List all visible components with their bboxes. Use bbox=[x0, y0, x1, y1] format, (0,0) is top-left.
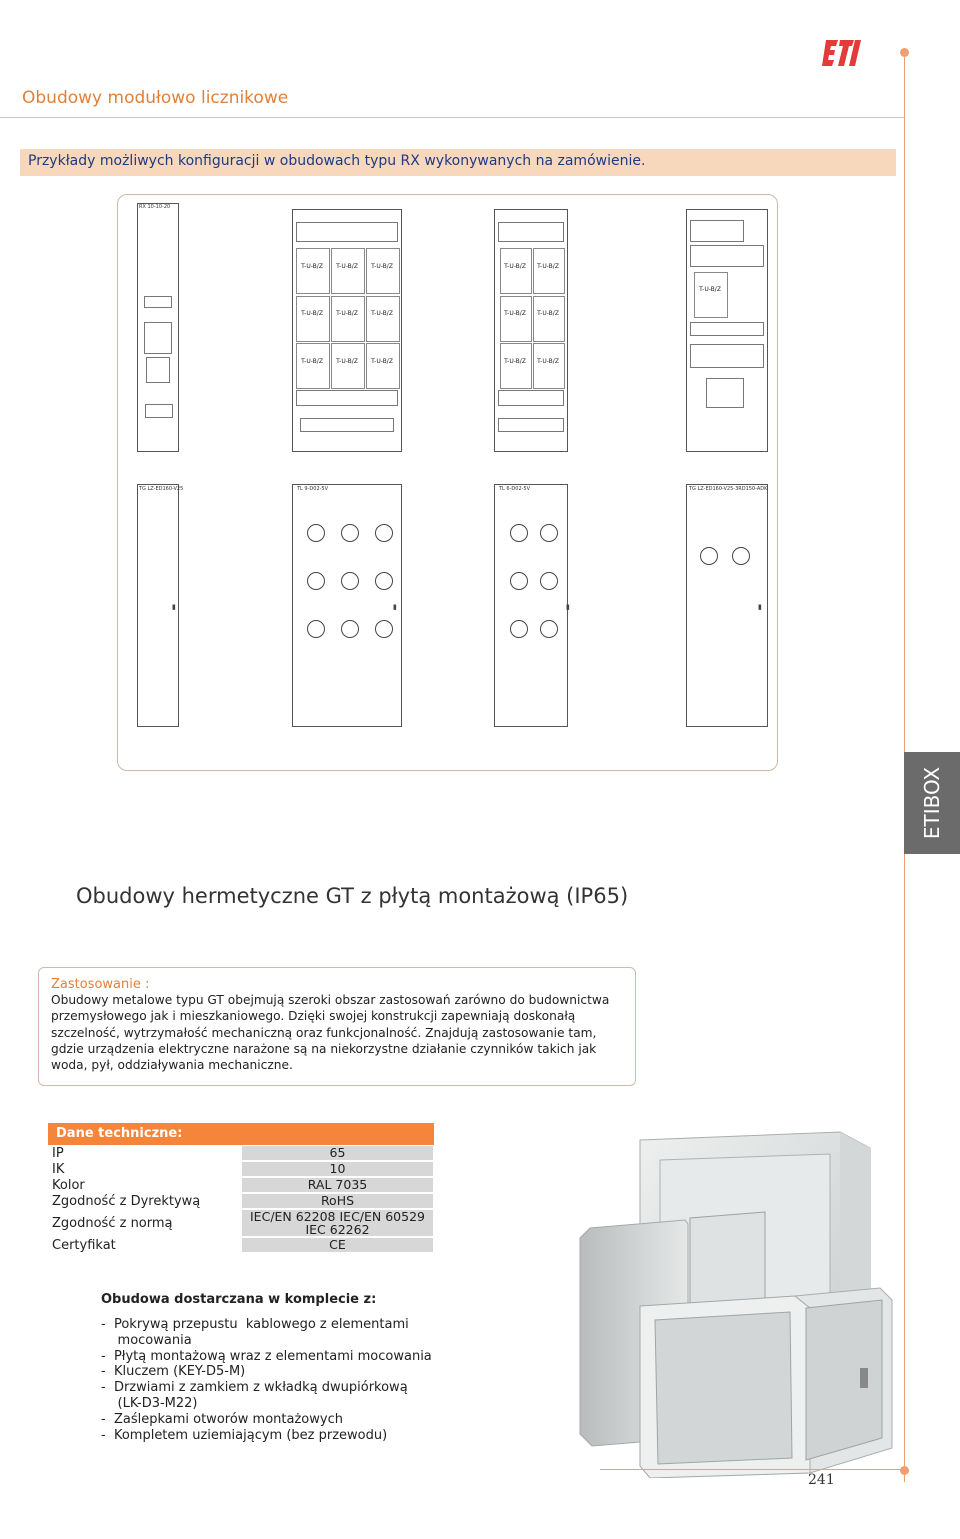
list-item: - Kluczem (KEY-D5-M) bbox=[101, 1364, 246, 1380]
meter-window bbox=[375, 524, 393, 542]
meter-label: T-U-B/Z bbox=[537, 358, 559, 365]
tech-row-label: IK bbox=[52, 1162, 65, 1177]
subtitle: Przykłady możliwych konfiguracji w obudowach typu RX wykonywanych na zamówienie. bbox=[28, 153, 646, 169]
meter-slot bbox=[366, 343, 400, 389]
tech-row-value: IEC 62262 bbox=[305, 1222, 370, 1237]
meter-window bbox=[375, 620, 393, 638]
breaker-row bbox=[296, 390, 398, 406]
meter-label: T-U-B/Z bbox=[537, 310, 559, 317]
application-label: Zastosowanie : bbox=[51, 977, 150, 992]
meter-slot bbox=[296, 343, 330, 389]
meter-window bbox=[375, 572, 393, 590]
meter-window bbox=[510, 524, 528, 542]
cabinet-2-door bbox=[292, 484, 402, 727]
meter-label: T-U-B/Z bbox=[504, 310, 526, 317]
meter-label: T-U-B/Z bbox=[336, 263, 358, 270]
accent-dot bbox=[900, 48, 909, 57]
meter-window bbox=[540, 572, 558, 590]
door-label: TL 6-D02-5V bbox=[499, 486, 531, 492]
application-line: przemysłowego jak i mieszkaniowego. Dzięki swojej konstrukcji zapewniają doskonałą bbox=[51, 1009, 576, 1024]
meter-label: T-U-B/Z bbox=[336, 358, 358, 365]
meter-slot bbox=[500, 296, 532, 342]
meter-slot bbox=[500, 248, 532, 294]
lock-icon: ▮ bbox=[758, 603, 762, 611]
meter-slot bbox=[500, 343, 532, 389]
tech-row-value: IEC/EN 62208 IEC/EN 60529 bbox=[250, 1209, 425, 1224]
breaker-row bbox=[498, 390, 564, 406]
section-title: Obudowy modułowo licznikowe bbox=[22, 88, 289, 108]
meter-label: T-U-B/Z bbox=[504, 358, 526, 365]
page-footer-line bbox=[600, 1469, 904, 1470]
meter-window bbox=[341, 572, 359, 590]
meter-window bbox=[341, 620, 359, 638]
module-block bbox=[706, 378, 744, 408]
cabinet-drawing-panel bbox=[117, 194, 778, 771]
lock-icon: ▮ bbox=[172, 603, 176, 611]
meter-window bbox=[307, 572, 325, 590]
list-item: mocowania bbox=[101, 1332, 192, 1348]
door-label: TG LZ-ED160-V25 bbox=[139, 486, 184, 492]
door-label: TL 9-D02-5V bbox=[297, 486, 329, 492]
meter-label: T-U-B/Z bbox=[537, 263, 559, 270]
module-block bbox=[690, 344, 764, 368]
tech-table-title: Dane techniczne: bbox=[56, 1126, 183, 1141]
meter-window bbox=[540, 524, 558, 542]
meter-label: T-U-B/Z bbox=[301, 263, 323, 270]
door-label: TG LZ-ED160-V25-3RD150-ADK bbox=[689, 486, 768, 492]
tech-row-value: 10 bbox=[242, 1162, 433, 1176]
meter-slot bbox=[533, 343, 565, 389]
list-item: (LK-D3-M22) bbox=[101, 1395, 198, 1411]
meter-slot bbox=[533, 296, 565, 342]
module-block bbox=[146, 357, 170, 383]
meter-slot bbox=[331, 248, 365, 294]
breaker-row bbox=[690, 322, 764, 336]
meter-slot bbox=[366, 248, 400, 294]
list-item: - Pokrywą przepustu kablowego z elementami bbox=[101, 1317, 409, 1332]
eti-logo bbox=[822, 38, 866, 68]
side-tab-label-wrap bbox=[904, 752, 960, 854]
breaker-row bbox=[690, 220, 744, 242]
tech-row-value: CE bbox=[242, 1238, 433, 1252]
meter-slot bbox=[694, 272, 728, 318]
meter-window bbox=[540, 620, 558, 638]
meter-window bbox=[510, 572, 528, 590]
meter-window bbox=[307, 524, 325, 542]
accent-dot bbox=[900, 1466, 909, 1475]
meter-label: T-U-B/Z bbox=[301, 358, 323, 365]
tech-row-value: RoHS bbox=[242, 1194, 433, 1208]
breaker-row bbox=[296, 222, 398, 242]
meter-label: T-U-B/Z bbox=[371, 358, 393, 365]
meter-label: T-U-B/Z bbox=[371, 263, 393, 270]
application-line: Obudowy metalowe typu GT obejmują szeroki obszar zastosowań zarówno do budownictwa bbox=[51, 993, 610, 1007]
meter-window bbox=[307, 620, 325, 638]
meter-slot bbox=[331, 296, 365, 342]
terminal-row bbox=[498, 418, 564, 432]
side-tab-label: ETIBOX bbox=[920, 766, 945, 840]
meter-label: T-U-B/Z bbox=[336, 310, 358, 317]
module-block bbox=[145, 404, 173, 418]
meter-slot bbox=[533, 248, 565, 294]
list-item: - Kompletem uziemiającym (bez przewodu) bbox=[101, 1427, 388, 1443]
meter-slot bbox=[366, 296, 400, 342]
application-line: szczelność, wytrzymałość mechaniczną oraz funkcjonalność. Znajdują zastosowanie tam, bbox=[51, 1025, 597, 1040]
tech-row-label: Kolor bbox=[52, 1178, 85, 1193]
meter-window bbox=[732, 547, 750, 565]
komplet-title: Obudowa dostarczana w komplecie z: bbox=[101, 1292, 377, 1307]
cabinet-1-label: RX 10-10-20 bbox=[139, 204, 171, 210]
meter-label: T-U-B/Z bbox=[699, 286, 721, 293]
gt-heading: Obudowy hermetyczne GT z płytą montażową (IP65) bbox=[76, 884, 629, 908]
application-line: gdzie urządzenia elektryczne narażone są na niekorzystne działanie czynników takich jak bbox=[51, 1041, 597, 1056]
meter-slot bbox=[331, 343, 365, 389]
meter-slot bbox=[296, 248, 330, 294]
list-item: - Zaślepkami otworów montażowych bbox=[101, 1411, 343, 1427]
tech-row-label: Zgodność z normą bbox=[52, 1216, 173, 1231]
module-block bbox=[144, 296, 172, 308]
meter-label: T-U-B/Z bbox=[504, 263, 526, 270]
switch-block bbox=[690, 245, 764, 267]
page-number: 241 bbox=[808, 1472, 835, 1488]
application-text bbox=[51, 992, 629, 1073]
tech-row-label: Zgodność z Dyrektywą bbox=[52, 1194, 201, 1209]
tech-row-label: Certyfikat bbox=[52, 1238, 116, 1253]
meter-slot bbox=[296, 296, 330, 342]
tech-row-value: RAL 7035 bbox=[242, 1178, 433, 1192]
cabinet-3-door bbox=[494, 484, 568, 727]
meter-window bbox=[341, 524, 359, 542]
title-underline bbox=[0, 117, 904, 118]
cabinet-4-door bbox=[686, 484, 768, 727]
lock-icon: ▮ bbox=[393, 603, 397, 611]
meter-window bbox=[510, 620, 528, 638]
lock-icon: ▮ bbox=[566, 603, 570, 611]
meter-window bbox=[700, 547, 718, 565]
application-line: woda, pył, oddziaływania mechaniczne. bbox=[51, 1058, 293, 1073]
tech-row-value: 65 bbox=[242, 1146, 433, 1160]
meter-label: T-U-B/Z bbox=[371, 310, 393, 317]
gt-enclosures-photo bbox=[570, 1128, 900, 1478]
komplet-list bbox=[101, 1317, 461, 1443]
meter-label: T-U-B/Z bbox=[301, 310, 323, 317]
list-item: - Drzwiami z zamkiem z wkładką dwupiórkową bbox=[101, 1380, 408, 1396]
module-block bbox=[144, 322, 172, 354]
breaker-row bbox=[498, 222, 564, 242]
tech-row-label: IP bbox=[52, 1146, 64, 1161]
list-item: - Płytą montażową wraz z elementami mocowania bbox=[101, 1348, 432, 1364]
terminal-row bbox=[300, 418, 394, 432]
